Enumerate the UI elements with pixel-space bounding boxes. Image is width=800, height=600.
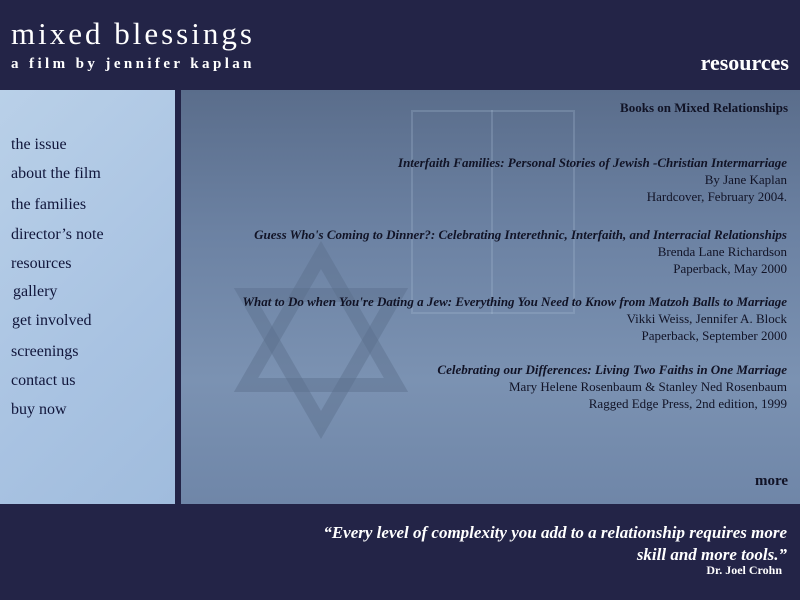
page-title: resources: [700, 50, 789, 75]
book-item: [398, 154, 787, 205]
book-details: Hardcover, February 2004.: [646, 189, 787, 204]
sidebar-nav: [0, 90, 175, 504]
footer-quote: [323, 522, 787, 566]
book-title: Celebrating our Differences: Living Two Faiths in One Marriage: [437, 362, 787, 377]
book-author: Vikki Weiss, Jennifer A. Block: [626, 311, 787, 326]
quote-line-2: skill and more tools.”: [636, 545, 787, 564]
book-item: [242, 293, 787, 344]
book-item: [437, 361, 787, 412]
book-author: Mary Helene Rosenbaum & Stanley Ned Rosenbaum: [509, 379, 787, 394]
background-window-frame: [411, 110, 575, 314]
main-content: [181, 90, 800, 504]
nav-item-resources[interactable]: resources: [11, 255, 72, 272]
nav-item-get-involved[interactable]: get involved: [12, 312, 92, 329]
nav-item-about-the-film[interactable]: about the film: [11, 165, 101, 182]
book-title: Guess Who's Coming to Dinner?: Celebrating Interethnic, Interfaith, and Interracial Relationships: [254, 227, 787, 242]
book-details: Paperback, May 2000: [673, 261, 787, 276]
footer: [0, 504, 800, 600]
book-title: What to Do when You're Dating a Jew: Everything You Need to Know from Matzoh Balls to Marriage: [242, 294, 787, 309]
background-window-mullion: [491, 110, 493, 314]
quote-line-1: “Every level of complexity you add to a relationship requires more: [323, 523, 787, 542]
book-title: Interfaith Families: Personal Stories of Jewish -Christian Intermarriage: [398, 155, 787, 170]
nav-item-screenings[interactable]: screenings: [11, 343, 79, 360]
nav-item-contact-us[interactable]: contact us: [11, 372, 76, 389]
nav-item-directors-note[interactable]: director’s note: [11, 226, 104, 243]
site-subtitle: a film by jennifer kaplan: [11, 56, 255, 72]
section-heading: Books on Mixed Relationships: [620, 100, 788, 115]
site-title[interactable]: mixed blessings: [11, 16, 255, 51]
book-author: Brenda Lane Richardson: [657, 244, 787, 259]
nav-item-the-families[interactable]: the families: [11, 196, 87, 213]
nav-item-buy-now[interactable]: buy now: [11, 401, 67, 418]
book-author: By Jane Kaplan: [704, 172, 787, 187]
more-link[interactable]: more: [754, 473, 788, 489]
nav-item-the-issue[interactable]: the issue: [11, 136, 67, 153]
book-item: [254, 226, 787, 277]
quote-author: Dr. Joel Crohn: [706, 563, 782, 577]
book-details: Paperback, September 2000: [641, 328, 787, 343]
nav-item-gallery[interactable]: gallery: [13, 283, 58, 300]
header: [0, 0, 800, 90]
book-details: Ragged Edge Press, 2nd edition, 1999: [588, 396, 787, 411]
